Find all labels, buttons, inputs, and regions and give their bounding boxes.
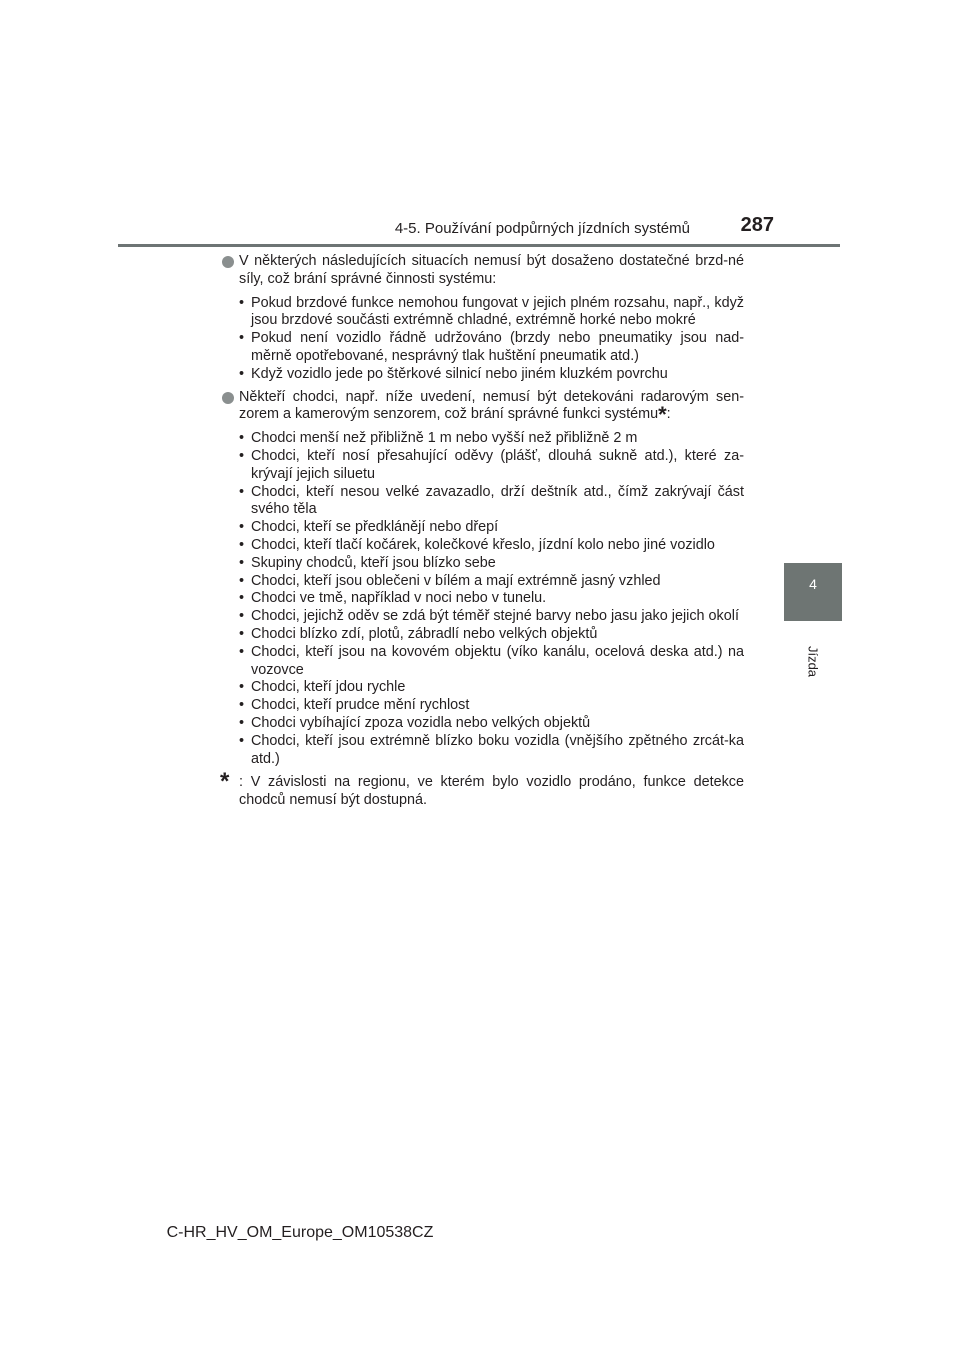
page-content — [222, 253, 744, 810]
list-item-text: Když vozidlo jede po štěrkové silnicí nebo jiném kluzkém povrchu — [251, 365, 668, 382]
chapter-tab-label-text: Jízda — [805, 645, 821, 678]
chapter-tab-number: 4 — [809, 576, 817, 592]
paragraph-text: Někteří chodci, např. níže uvedení, nemusí být detekováni radarovým sen-zorem a kamerovým senzorem, což brání správné funkci systému — [239, 388, 744, 423]
list-item — [239, 608, 744, 626]
list-item-text: Chodci, kteří prudce mění rychlost — [251, 697, 470, 714]
list-item-text: Chodci, kteří jsou na kovovém objektu (víko kanálu, ocelová deska atd.) na vozovce — [251, 643, 744, 678]
list-dot-icon: • — [239, 572, 245, 589]
list-dot-icon: • — [239, 365, 245, 382]
list-dot-icon: • — [239, 643, 245, 660]
list-item-text: Chodci, kteří jdou rychle — [251, 679, 406, 696]
list-item — [239, 484, 744, 520]
list-item — [239, 448, 744, 484]
list-item-text: Pokud brzdové funkce nemohou fungovat v jejich plném rozsahu, např., když jsou brzdové součásti extrémně chladné, extrémně horké nebo mokré — [251, 294, 744, 329]
list-item — [239, 430, 744, 448]
chapter-tab-label — [778, 640, 848, 720]
list-item-text: Chodci, kteří se předklánějí nebo dřepí — [251, 519, 499, 536]
list-dot-icon: • — [239, 430, 245, 447]
list-item-text: Chodci vybíhající zpoza vozidla nebo velkých objektů — [251, 714, 591, 731]
list-item — [239, 366, 744, 384]
list-item — [239, 573, 744, 591]
list-item-text: Chodci, jejichž oděv se zdá být téměř stejné barvy nebo jasu jako jejich okolí — [251, 608, 739, 625]
list-dot-icon: • — [239, 554, 245, 571]
list-item — [239, 626, 744, 644]
list-item — [239, 697, 744, 715]
list-dot-icon: • — [239, 294, 245, 311]
list-item — [239, 679, 744, 697]
list-item — [239, 590, 744, 608]
list-dot-icon: • — [239, 330, 245, 347]
bullet-dot-icon — [222, 256, 234, 268]
list-item-text: Chodci, kteří nosí přesahující oděvy (plášť, dlouhá sukně atd.), které za-krývají jejich siluetu — [251, 447, 744, 482]
paragraph-text: V některých následujících situacích nemusí být dosaženo dostatečné brzd-né síly, což brání správné činnosti systému: — [239, 253, 744, 287]
list-dot-icon: • — [239, 679, 245, 696]
list-dot-icon: • — [239, 590, 245, 607]
bullet-dot-icon — [222, 392, 234, 404]
list-item — [239, 519, 744, 537]
section-title: 4-5. Používání podpůrných jízdních systémů — [394, 220, 690, 237]
header-rule — [118, 244, 840, 247]
asterisk-marker: * — [658, 402, 667, 428]
list-item — [239, 715, 744, 733]
list-item-text: Chodci ve tmě, například v noci nebo v tunelu. — [251, 590, 547, 607]
list-item — [239, 330, 744, 366]
list-dot-icon: • — [239, 483, 245, 500]
list-dot-icon: • — [239, 447, 245, 464]
sub-list — [222, 430, 744, 768]
paragraph-text-end: : — [666, 406, 671, 423]
list-dot-icon: • — [239, 714, 245, 731]
list-item — [239, 555, 744, 573]
footnote-text: : V závislosti na regionu, ve kterém bylo vozidlo prodáno, funkce detekce chodců nemusí být dostupná. — [239, 774, 744, 809]
list-item — [239, 733, 744, 769]
list-dot-icon: • — [239, 536, 245, 553]
list-dot-icon: • — [239, 608, 245, 625]
list-item-text: Chodci blízko zdí, plotů, zábradlí nebo velkých objektů — [251, 625, 598, 642]
bullet-paragraph — [222, 388, 744, 428]
list-item — [239, 644, 744, 680]
footnote — [220, 768, 744, 810]
list-item-text: Skupiny chodců, kteří jsou blízko sebe — [251, 554, 496, 571]
list-item — [239, 537, 744, 555]
sub-list — [222, 295, 744, 384]
document-code: C-HR_HV_OM_Europe_OM10538CZ — [166, 1224, 434, 1241]
list-item-text: Chodci, kteří tlačí kočárek, kolečkové křeslo, jízdní kolo nebo jiné vozidlo — [251, 536, 715, 553]
footnote-marker: * — [220, 768, 230, 796]
list-item-text: Chodci, kteří jsou oblečeni v bílém a mají extrémně jasný vzhled — [251, 572, 661, 589]
list-item — [239, 295, 744, 331]
bullet-paragraph — [222, 253, 744, 289]
page-number: 287 — [740, 214, 774, 236]
list-dot-icon: • — [239, 732, 245, 749]
list-item-text: Pokud není vozidlo řádně udržováno (brzdy nebo pneumatiky jsou nad-měrně opotřebované, nesprávný tlak huštění pneumatik atd.) — [251, 330, 744, 364]
list-item-text: Chodci, kteří jsou extrémně blízko boku vozidla (vnějšího zpětného zrcát-ka atd.) — [251, 732, 744, 767]
list-item-text: Chodci menší než přibližně 1 m nebo vyšší než přibližně 2 m — [251, 430, 638, 447]
list-dot-icon: • — [239, 697, 245, 714]
list-dot-icon: • — [239, 625, 245, 642]
list-item-text: Chodci, kteří nesou velké zavazadlo, drží deštník atd., čímž zakrývají část svého těla — [251, 483, 744, 518]
list-dot-icon: • — [239, 519, 245, 536]
chapter-tab — [784, 563, 842, 621]
